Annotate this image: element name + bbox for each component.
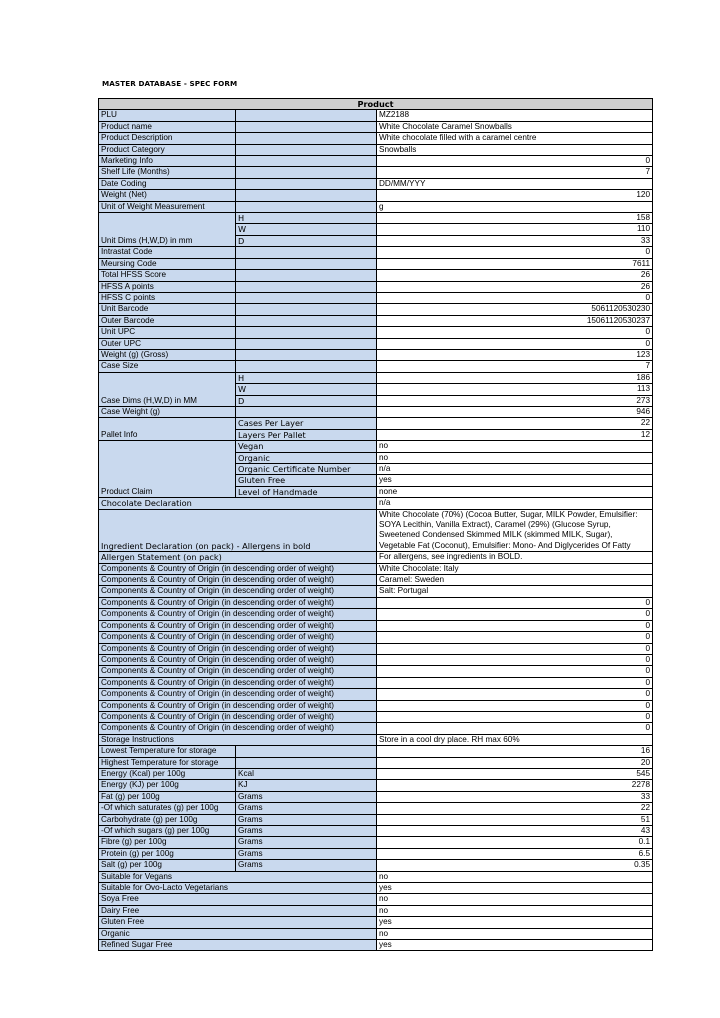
component-label: Components & Country of Origin (in descending order of weight): [99, 677, 377, 688]
suitability-label: Soya Free: [99, 894, 377, 905]
suitability-value: no: [377, 928, 653, 939]
nutrition-unit: Grams: [236, 860, 377, 871]
row-value: 7: [377, 361, 653, 372]
nutrition-unit: Grams: [236, 826, 377, 837]
nutrition-value: 6.5: [377, 848, 653, 859]
component-value: 0: [377, 609, 653, 620]
component-value: 0: [377, 689, 653, 700]
row-value: 0: [377, 327, 653, 338]
empty-cell: [236, 304, 377, 315]
table-row: [99, 110, 653, 121]
table-row: [99, 734, 653, 745]
row-value: 946: [377, 406, 653, 417]
table-row: [99, 247, 653, 258]
nutrition-row: [99, 826, 653, 837]
suitability-value: no: [377, 894, 653, 905]
row-value: 123: [377, 349, 653, 360]
table-row: [99, 167, 653, 178]
suitability-row: [99, 905, 653, 916]
nutrition-row: [99, 803, 653, 814]
row-label: Intrastat Code: [99, 247, 236, 258]
nutrition-label: Salt (g) per 100g: [99, 860, 236, 871]
component-row: [99, 643, 653, 654]
component-label: Components & Country of Origin (in descending order of weight): [99, 563, 377, 574]
row-value: 12: [377, 429, 653, 440]
component-value: Salt: Portugal: [377, 586, 653, 597]
table-row: [99, 361, 653, 372]
empty-cell: [236, 247, 377, 258]
row-label: Product Description: [99, 133, 236, 144]
product-header: Product: [99, 99, 653, 110]
row-value: 7611: [377, 258, 653, 269]
row-value: 26: [377, 281, 653, 292]
row-value: 16: [377, 746, 653, 757]
row-value: 113: [377, 384, 653, 395]
table-row: [99, 190, 653, 201]
row-value: 15061120530237: [377, 315, 653, 326]
row-value: 20: [377, 757, 653, 768]
sub-label: Cases Per Layer: [236, 418, 377, 429]
table-row: [99, 418, 653, 429]
row-label: Product name: [99, 121, 236, 132]
row-label: Pallet Info: [99, 418, 236, 441]
table-row: [99, 315, 653, 326]
component-label: Components & Country of Origin (in descending order of weight): [99, 711, 377, 722]
empty-cell: [236, 746, 377, 757]
suitability-section: [99, 871, 653, 951]
component-label: Components & Country of Origin (in descending order of weight): [99, 620, 377, 631]
table-row: [99, 281, 653, 292]
row-value: 110: [377, 224, 653, 235]
empty-cell: [236, 133, 377, 144]
table-row: [99, 178, 653, 189]
component-value: 0: [377, 632, 653, 643]
component-label: Components & Country of Origin (in descending order of weight): [99, 643, 377, 654]
component-row: [99, 597, 653, 608]
empty-cell: [236, 406, 377, 417]
suitability-value: no: [377, 871, 653, 882]
empty-cell: [236, 201, 377, 212]
row-label: Outer UPC: [99, 338, 236, 349]
row-label: Storage Instructions: [99, 734, 377, 745]
row-label: Allergen Statement (on pack): [99, 552, 377, 563]
sub-label: Organic Certificate Number: [236, 464, 377, 475]
empty-cell: [236, 361, 377, 372]
row-value: 5061120530230: [377, 304, 653, 315]
nutrition-unit: Grams: [236, 837, 377, 848]
empty-cell: [236, 144, 377, 155]
component-label: Components & Country of Origin (in descending order of weight): [99, 609, 377, 620]
row-label: Product Category: [99, 144, 236, 155]
nutrition-unit: Grams: [236, 803, 377, 814]
nutrition-row: [99, 768, 653, 779]
dim-label: H: [236, 372, 377, 383]
row-value: Snowballs: [377, 144, 653, 155]
nutrition-row: [99, 780, 653, 791]
dim-label: D: [236, 395, 377, 406]
suitability-row: [99, 883, 653, 894]
component-row: [99, 654, 653, 665]
row-label: Weight (Net): [99, 190, 236, 201]
suitability-label: Refined Sugar Free: [99, 940, 377, 951]
row-value: 273: [377, 395, 653, 406]
component-label: Components & Country of Origin (in descending order of weight): [99, 689, 377, 700]
nutrition-row: [99, 848, 653, 859]
row-value: Store in a cool dry place. RH max 60%: [377, 734, 653, 745]
component-value: 0: [377, 711, 653, 722]
row-value: none: [377, 486, 653, 497]
nutrition-unit: Kcal: [236, 768, 377, 779]
component-label: Components & Country of Origin (in descending order of weight): [99, 597, 377, 608]
nutrition-row: [99, 814, 653, 825]
row-value: n/a: [377, 464, 653, 475]
nutrition-unit: Grams: [236, 848, 377, 859]
row-label: Unit of Weight Measurement: [99, 201, 236, 212]
table-row: [99, 746, 653, 757]
nutrition-value: 0.1: [377, 837, 653, 848]
empty-cell: [236, 156, 377, 167]
nutrition-label: Energy (Kcal) per 100g: [99, 768, 236, 779]
row-label: PLU: [99, 110, 236, 121]
row-label: HFSS A points: [99, 281, 236, 292]
sub-label: Organic: [236, 452, 377, 463]
dim-label: H: [236, 213, 377, 224]
component-row: [99, 620, 653, 631]
table-row: [99, 757, 653, 768]
component-row: [99, 563, 653, 574]
nutrition-unit: Grams: [236, 814, 377, 825]
suitability-value: yes: [377, 883, 653, 894]
row-label: HFSS C points: [99, 292, 236, 303]
row-label: Lowest Temperature for storage: [99, 746, 236, 757]
component-label: Components & Country of Origin (in descending order of weight): [99, 666, 377, 677]
nutrition-value: 0.35: [377, 860, 653, 871]
nutrition-value: 51: [377, 814, 653, 825]
row-label: Ingredient Declaration (on pack) - Allergens in bold: [99, 509, 377, 552]
component-row: [99, 632, 653, 643]
row-value: n/a: [377, 498, 653, 509]
row-label: Unit Dims (H,W,D) in mm: [99, 213, 236, 247]
row-value: 0: [377, 156, 653, 167]
table-row: [99, 509, 653, 552]
nutrition-label: -Of which saturates (g) per 100g: [99, 803, 236, 814]
row-label: Highest Temperature for storage: [99, 757, 236, 768]
row-label: Marketing Info: [99, 156, 236, 167]
row-label: Case Weight (g): [99, 406, 236, 417]
empty-cell: [236, 190, 377, 201]
row-label: Unit UPC: [99, 327, 236, 338]
nutrition-label: Energy (KJ) per 100g: [99, 780, 236, 791]
dim-label: D: [236, 235, 377, 246]
spec-table: [98, 98, 653, 951]
empty-cell: [236, 270, 377, 281]
empty-cell: [236, 258, 377, 269]
empty-cell: [236, 757, 377, 768]
nutrition-unit: KJ: [236, 780, 377, 791]
sub-label: Gluten Free: [236, 475, 377, 486]
suitability-value: no: [377, 905, 653, 916]
table-row: [99, 144, 653, 155]
nutrition-unit: Grams: [236, 791, 377, 802]
component-value: 0: [377, 643, 653, 654]
storage-nutrition-section: [99, 734, 653, 768]
nutrition-label: Fat (g) per 100g: [99, 791, 236, 802]
component-label: Components & Country of Origin (in descending order of weight): [99, 575, 377, 586]
row-label: Case Size: [99, 361, 236, 372]
row-value: 120: [377, 190, 653, 201]
suitability-value: yes: [377, 917, 653, 928]
sub-label: Level of Handmade: [236, 486, 377, 497]
table-row: [99, 270, 653, 281]
empty-cell: [236, 327, 377, 338]
dim-label: W: [236, 224, 377, 235]
suitability-label: Suitable for Vegans: [99, 871, 377, 882]
suitability-value: yes: [377, 940, 653, 951]
row-value: White Chocolate Caramel Snowballs: [377, 121, 653, 132]
ingredient-line: White Chocolate (70%) (Cocoa Butter, Sugar, MILK Powder, Emulsifier:: [379, 509, 638, 519]
row-label: Meursing Code: [99, 258, 236, 269]
ingredient-line: Vegetable Fat (Coconut), Emulsifier: Mono- And Diglycerides Of Fatty: [379, 540, 631, 550]
component-label: Components & Country of Origin (in descending order of weight): [99, 586, 377, 597]
row-value: no: [377, 441, 653, 452]
table-row: [99, 304, 653, 315]
table-row: [99, 372, 653, 383]
suitability-row: [99, 894, 653, 905]
row-value: MZ2188: [377, 110, 653, 121]
nutrition-row: [99, 860, 653, 871]
document-title: MASTER DATABASE - SPEC FORM: [102, 79, 238, 88]
component-value: 0: [377, 666, 653, 677]
table-row: [99, 213, 653, 224]
nutrition-value: 43: [377, 826, 653, 837]
empty-cell: [236, 121, 377, 132]
table-row: [99, 552, 653, 563]
row-value: 0: [377, 338, 653, 349]
sub-label: Layers Per Pallet: [236, 429, 377, 440]
suitability-label: Dairy Free: [99, 905, 377, 916]
component-value: 0: [377, 620, 653, 631]
component-row: [99, 723, 653, 734]
empty-cell: [236, 178, 377, 189]
sub-label: Vegan: [236, 441, 377, 452]
row-label: Product Claim: [99, 441, 236, 498]
row-value: yes: [377, 475, 653, 486]
table-row: [99, 121, 653, 132]
table-row: [99, 258, 653, 269]
table-row: [99, 292, 653, 303]
row-label: Total HFSS Score: [99, 270, 236, 281]
nutrition-label: Carbohydrate (g) per 100g: [99, 814, 236, 825]
nutrition-value: 22: [377, 803, 653, 814]
row-value: 7: [377, 167, 653, 178]
nutrition-value: 545: [377, 768, 653, 779]
component-label: Components & Country of Origin (in descending order of weight): [99, 654, 377, 665]
ingredient-line: Sweetened Condensed Skimmed MILK (skimmed MILK, Sugar),: [379, 530, 613, 540]
row-label: Outer Barcode: [99, 315, 236, 326]
component-value: Caramel: Sweden: [377, 575, 653, 586]
ingredient-line: SOYA Lecithin, Vanilla Extract), Caramel (29%) (Glucose Syrup,: [379, 520, 611, 530]
component-row: [99, 666, 653, 677]
component-label: Components & Country of Origin (in descending order of weight): [99, 723, 377, 734]
component-value: 0: [377, 597, 653, 608]
table-row: [99, 327, 653, 338]
component-row: [99, 677, 653, 688]
suitability-label: Gluten Free: [99, 917, 377, 928]
suitability-row: [99, 928, 653, 939]
nutrition-label: Protein (g) per 100g: [99, 848, 236, 859]
row-value: For allergens, see ingredients in BOLD.: [377, 552, 653, 563]
nutrition-row: [99, 791, 653, 802]
suitability-row: [99, 917, 653, 928]
dim-label: W: [236, 384, 377, 395]
nutrition-row: [99, 837, 653, 848]
row-label: Chocolate Declaration: [99, 498, 377, 509]
row-label: Date Coding: [99, 178, 236, 189]
row-label: Unit Barcode: [99, 304, 236, 315]
suitability-label: Suitable for Ovo-Lacto Vegetarians: [99, 883, 377, 894]
row-label: Case Dims (H,W,D) in MM: [99, 372, 236, 406]
table-row: [99, 201, 653, 212]
empty-cell: [236, 315, 377, 326]
component-row: [99, 700, 653, 711]
nutrition-label: Fibre (g) per 100g: [99, 837, 236, 848]
row-value: 0: [377, 292, 653, 303]
table-row: [99, 133, 653, 144]
component-value: 0: [377, 723, 653, 734]
row-value: 186: [377, 372, 653, 383]
table-row: [99, 338, 653, 349]
suitability-row: [99, 940, 653, 951]
empty-cell: [236, 338, 377, 349]
nutrition-value: 2278: [377, 780, 653, 791]
empty-cell: [236, 281, 377, 292]
component-value: White Chocolate: Italy: [377, 563, 653, 574]
row-label: Shelf Life (Months): [99, 167, 236, 178]
row-value: no: [377, 452, 653, 463]
empty-cell: [236, 292, 377, 303]
row-value: 22: [377, 418, 653, 429]
component-row: [99, 586, 653, 597]
component-label: Components & Country of Origin (in descending order of weight): [99, 632, 377, 643]
component-value: 0: [377, 700, 653, 711]
row-value: 158: [377, 213, 653, 224]
row-value: 33: [377, 235, 653, 246]
empty-cell: [236, 110, 377, 121]
suitability-label: Organic: [99, 928, 377, 939]
row-value: White chocolate filled with a caramel centre: [377, 133, 653, 144]
component-value: 0: [377, 677, 653, 688]
nutrition-section: [99, 768, 653, 871]
component-row: [99, 609, 653, 620]
row-value: DD/MM/YYY: [377, 178, 653, 189]
table-row: [99, 349, 653, 360]
component-label: Components & Country of Origin (in descending order of weight): [99, 700, 377, 711]
empty-cell: [236, 167, 377, 178]
table-row: [99, 498, 653, 509]
nutrition-value: 33: [377, 791, 653, 802]
nutrition-label: -Of which sugars (g) per 100g: [99, 826, 236, 837]
components-section: [99, 563, 653, 734]
table-row: [99, 156, 653, 167]
row-value: 26: [377, 270, 653, 281]
component-value: 0: [377, 654, 653, 665]
component-row: [99, 575, 653, 586]
header-row: [99, 99, 653, 110]
row-value: 0: [377, 247, 653, 258]
table-row: [99, 441, 653, 452]
component-row: [99, 689, 653, 700]
empty-cell: [236, 349, 377, 360]
component-row: [99, 711, 653, 722]
row-label: Weight (g) (Gross): [99, 349, 236, 360]
row-value: g: [377, 201, 653, 212]
ingredient-declaration: [377, 509, 653, 552]
suitability-row: [99, 871, 653, 882]
table-row: [99, 406, 653, 417]
